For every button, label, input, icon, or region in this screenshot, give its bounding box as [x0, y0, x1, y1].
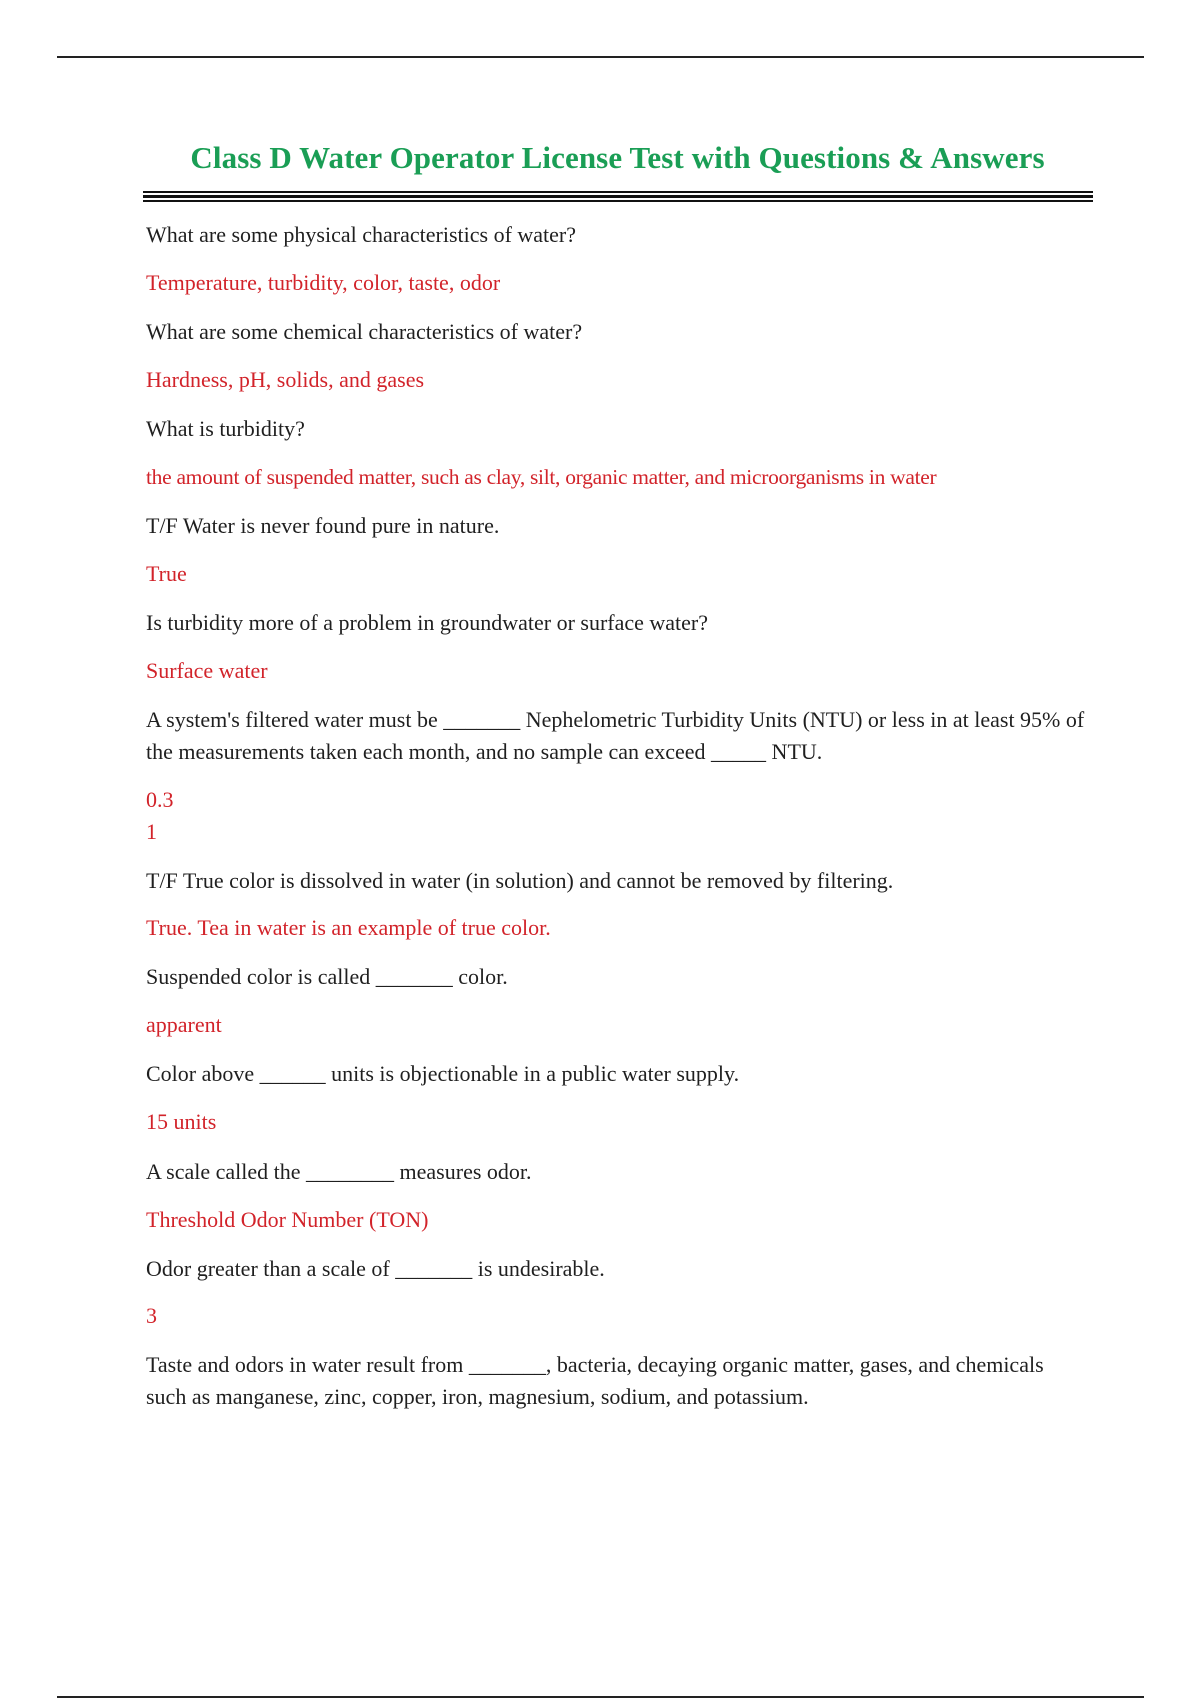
page-bottom-rule — [57, 1696, 1144, 1698]
question-text: Odor greater than a scale of _______ is undesirable. — [146, 1256, 605, 1281]
title-underline — [143, 191, 1093, 204]
question-text: T/F Water is never found pure in nature. — [146, 513, 500, 538]
document-title: Class D Water Operator License Test with Questions & Answers — [190, 140, 1045, 175]
title-underline-line — [143, 200, 1093, 202]
question-text: What is turbidity? — [146, 416, 305, 441]
answer-text: the amount of suspended matter, such as clay, silt, organic matter, and microorganisms in water — [146, 465, 937, 489]
question-text: A scale called the ________ measures odor. — [146, 1159, 532, 1184]
answer-text: Hardness, pH, solids, and gases — [146, 367, 425, 392]
title-underline-line — [143, 191, 1093, 193]
title-underline-line — [143, 195, 1093, 198]
answer-text: True — [146, 561, 187, 586]
answer-text: 15 units — [146, 1109, 217, 1134]
question-text: Taste and odors in water result from _______, bacteria, decaying organic matter, gases, and chemicals such as manganese, zinc, copper, iron, magnesium, sodium, and potassium. — [146, 1352, 1044, 1409]
answer-text: 3 — [146, 1303, 157, 1328]
question-text: T/F True color is dissolved in water (in solution) and cannot be removed by filtering. — [146, 868, 894, 893]
question-text: What are some chemical characteristics of water? — [146, 319, 583, 344]
answer-text: apparent — [146, 1012, 222, 1037]
page-top-rule — [57, 56, 1144, 58]
question-text: Suspended color is called _______ color. — [146, 964, 508, 989]
answer-text: Temperature, turbidity, color, taste, odor — [146, 270, 501, 295]
question-text: What are some physical characteristics of water? — [146, 222, 577, 247]
question-text: A system's filtered water must be _______ Nephelometric Turbidity Units (NTU) or less in at least 95% of the measurements taken each month, and no sample can exceed _____ NTU. — [146, 707, 1085, 764]
answer-text: 1 — [146, 819, 157, 844]
answer-text: Surface water — [146, 658, 268, 683]
answer-text: True. Tea in water is an example of true color. — [146, 915, 551, 940]
answer-text: Threshold Odor Number (TON) — [146, 1207, 429, 1232]
answer-text: 0.3 — [146, 787, 174, 812]
question-text: Color above ______ units is objectionable in a public water supply. — [146, 1061, 740, 1086]
question-text: Is turbidity more of a problem in groundwater or surface water? — [146, 610, 709, 635]
